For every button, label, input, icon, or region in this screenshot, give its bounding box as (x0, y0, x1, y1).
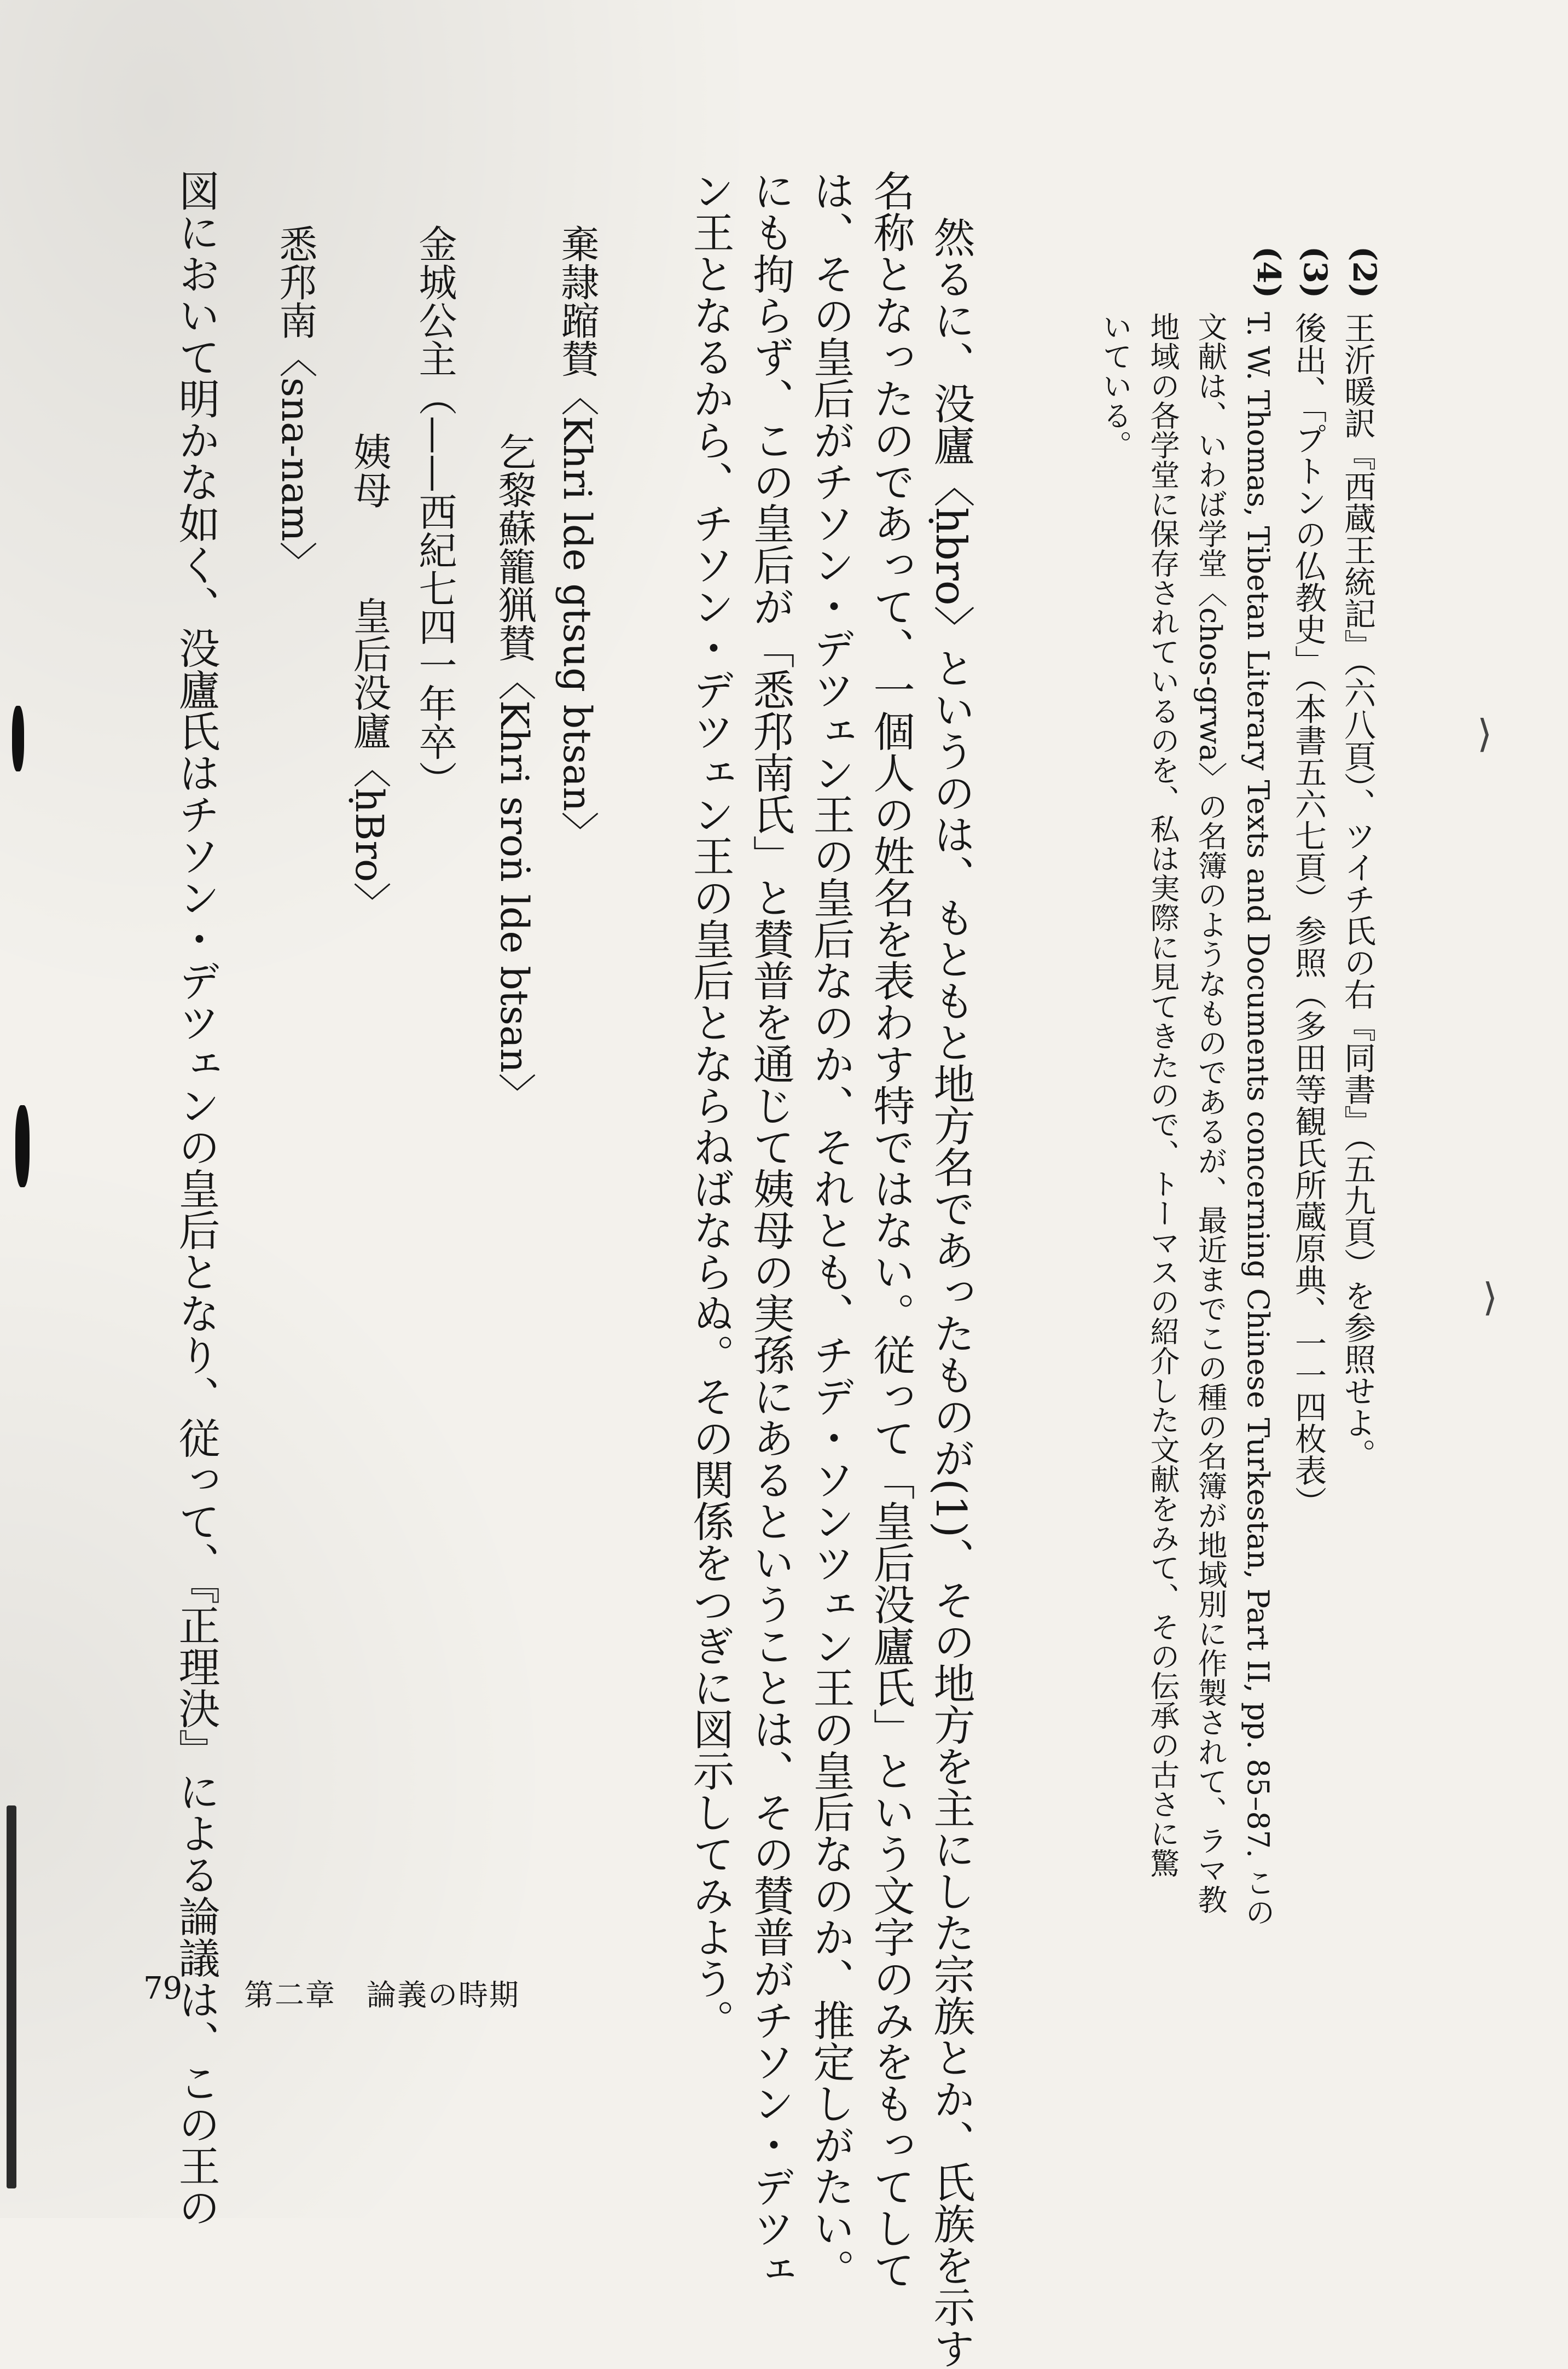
body-line-4: にも拘らず、この皇后が「悉䢴南氏」と賛普を通じて姨母の実孫にあるということは、その賛普がチソン・デツェ (746, 170, 795, 2290)
note-4-line-3: 地域の各学堂に保存されているのを、私は実際に見てきたので、トーマスの紹介した文献をみて、その伝承の古さに驚 (1146, 312, 1180, 1878)
note-3-marker: (3) (1297, 246, 1334, 299)
scan-edge-mark (12, 706, 24, 771)
diagram-sna-nam: 悉䢴南〈sna-nam〉 (273, 224, 318, 580)
scan-edge-shadow (7, 1805, 16, 2188)
note-2-text: 王沂暖訳『西蔵王統記』（六八頁）、ツイチ氏の右『同書』（五九頁）を参照せよ。 (1339, 312, 1376, 1470)
body-line-2: 名称となったのであって、一個人の姓名を表わす特ではない。従って「皇后没廬氏」という文字のみをもってして (867, 170, 915, 2290)
body-last-line: 図において明かな如く、没廬氏はチソン・デツェンの皇后となり、従って、『正理決』による論議は、この王の (172, 170, 220, 2228)
diagram-jincheng-princess: 金城公主（——西紀七四一年卒） (413, 224, 457, 799)
chapter-title: 第二章 論義の時期 (244, 1978, 520, 2012)
note-4-marker: (4) (1250, 246, 1287, 299)
diagram-aunt: 姨母 (347, 432, 392, 509)
body-line-1: 然るに、没廬〈ḥbro〉というのは、もともと地方名であったものが(1)、その地方を主にした宗族とか、氏族を示す (927, 216, 975, 2369)
scan-bracket-mark: ⟩ (1477, 711, 1492, 756)
body-line-5: ン王となるから、チソン・デツェン王の皇后とならねばならぬ。その関係をつぎに図示してみよう。 (686, 170, 735, 2041)
note-4-line-2: 文献は、いわば学堂〈chos-grwa〉の名簿のようなものであるが、最近までこの種の名簿が地域別に作製されて、ラマ教 (1193, 312, 1228, 1914)
diagram-khri-lde-gtsug-btsan: 棄隷蹜賛〈Khri lde gtsug btsan〉 (555, 224, 600, 850)
note-2-marker: (2) (1346, 246, 1383, 299)
note-4-line-1: T. W. Thomas, Tibetan Literary Texts and Documents concerning Chinese Turkestan, Part II, pp. 85–87. この (1241, 312, 1275, 1927)
note-4-line-4: いている。 (1098, 312, 1133, 460)
diagram-khri-sron-lde-btsan: 乞黎蘇籠猟賛〈Khri sroṅ lde btsan〉 (492, 432, 537, 1111)
body-line-3: は、その皇后がチソン・デツェン王の皇后なのか、それとも、チデ・ソンツェン王の皇后なのか、推定しがたい。 (806, 170, 855, 2290)
page-number: 79 (143, 1971, 183, 2006)
scan-bracket-mark: ⟩ (1483, 1275, 1498, 1320)
note-3-text: 後出、「プトンの仏教史」（本書五六七頁）参照（多田等観氏所蔵原典、一一四枚表） (1290, 312, 1327, 1518)
diagram-empress-hbro: 皇后没廬〈ḥBro〉 (347, 596, 392, 921)
scan-edge-mark (15, 1105, 30, 1187)
